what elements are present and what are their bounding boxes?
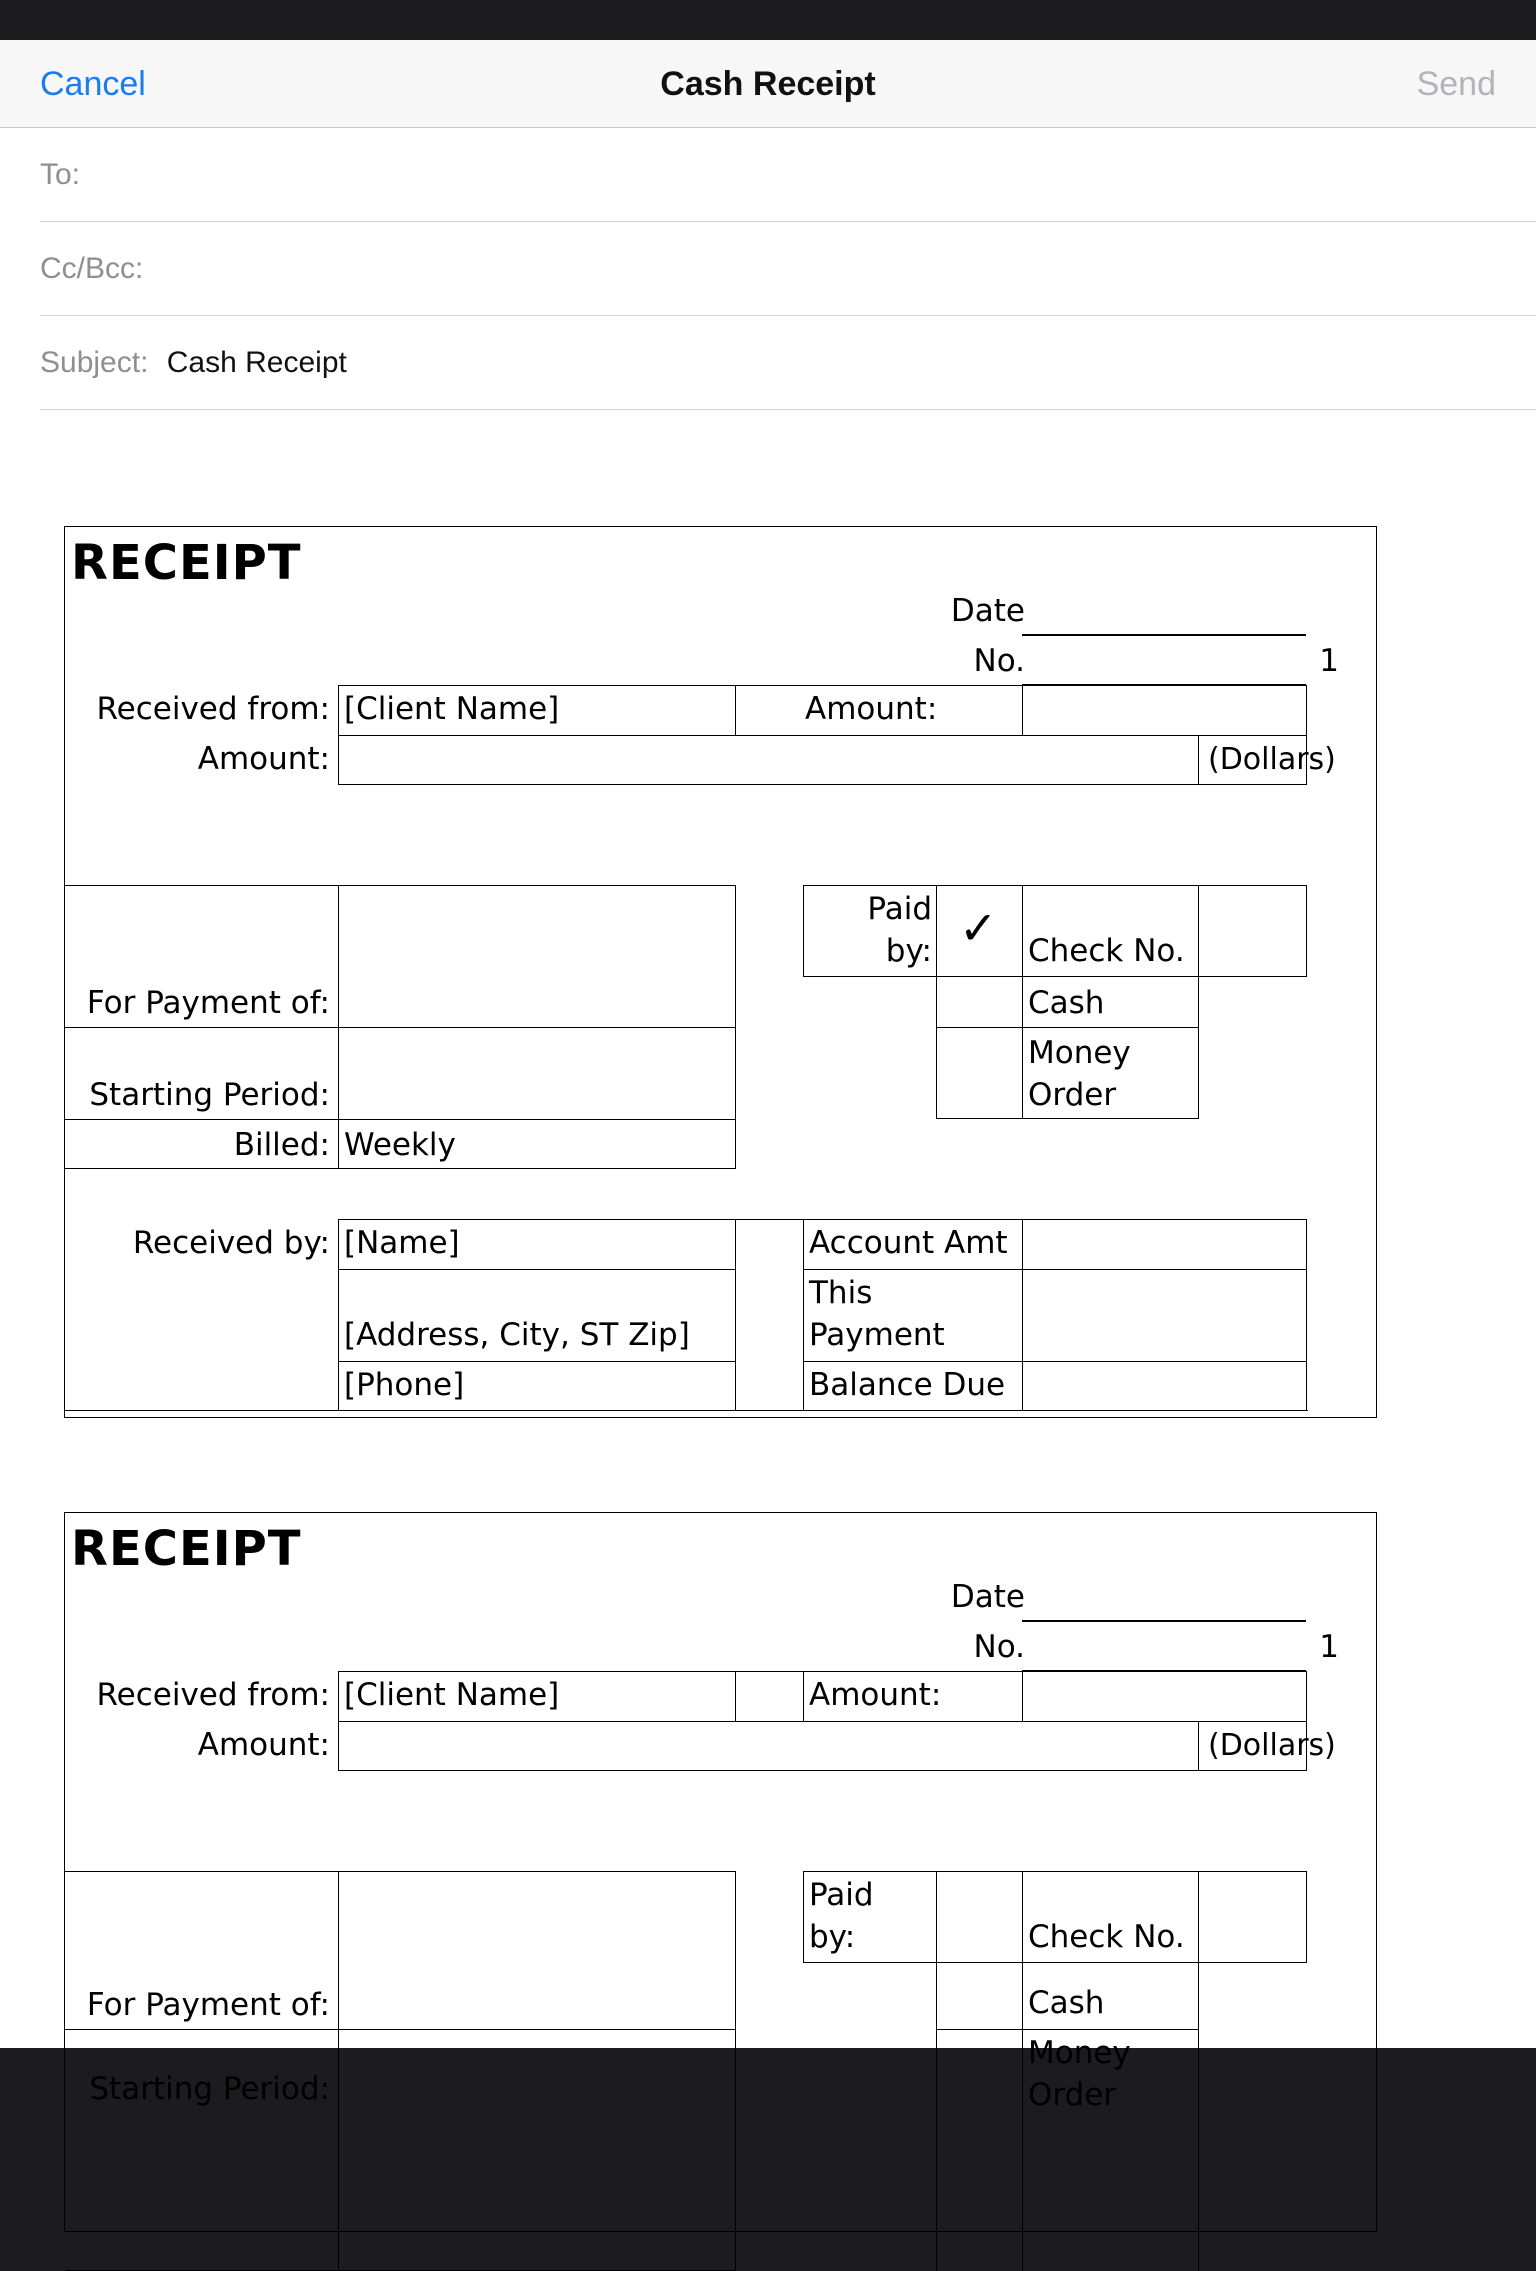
for-payment-label: For Payment of: <box>86 985 330 1021</box>
balance-due-label: Balance Due <box>809 1367 1006 1403</box>
order-label: Order <box>1028 1077 1117 1113</box>
by-label: by: <box>885 933 932 969</box>
starting-period-label: Starting Period: <box>89 2071 330 2107</box>
receipt-title: RECEIPT <box>71 535 302 591</box>
to-input[interactable] <box>90 150 1516 200</box>
cc-bcc-label: Cc/Bcc: <box>40 252 144 285</box>
receipt-form <box>64 526 1377 1418</box>
no-label: No. <box>973 1629 1025 1665</box>
grid-line <box>1022 1219 1023 1411</box>
grid-line <box>1022 1871 1023 2271</box>
grid-line <box>936 2029 1199 2030</box>
receipt-title: RECEIPT <box>71 1521 302 1577</box>
grid-line <box>65 1027 736 1028</box>
date-underline[interactable] <box>1022 1620 1306 1622</box>
grid-line <box>1198 1721 1199 1771</box>
this-label: This <box>809 1275 873 1311</box>
cc-bcc-field-row[interactable] <box>40 222 1536 316</box>
grid-line <box>735 685 736 735</box>
billed-label: Billed: <box>233 1127 330 1163</box>
for-payment-label: For Payment of: <box>86 1987 330 2023</box>
receipt-number: 1 <box>1319 1629 1339 1665</box>
grid-line <box>338 1871 339 2271</box>
grid-line <box>1022 1671 1023 1721</box>
subject-field-row[interactable] <box>40 316 1536 410</box>
receipt-form-2 <box>64 1512 1377 2232</box>
money-label: Money <box>1028 2035 1131 2071</box>
billed-value[interactable]: Weekly <box>344 1127 456 1163</box>
receipt-number: 1 <box>1319 643 1339 679</box>
amount-label: Amount: <box>197 741 330 777</box>
grid-line <box>803 1671 804 1721</box>
date-label: Date <box>950 593 1025 629</box>
to-label: To: <box>40 158 81 191</box>
grid-line <box>338 1269 736 1270</box>
received-from-label: Received from: <box>96 691 330 727</box>
grid-line <box>65 1119 736 1120</box>
compose-nav-bar <box>0 40 1536 128</box>
check-no-label: Check No. <box>1028 933 1185 969</box>
grid-line <box>735 1219 736 1411</box>
amount-label: Amount: <box>197 1727 330 1763</box>
payment-label: Payment <box>809 1317 945 1353</box>
grid-line <box>338 735 1307 736</box>
grid-line <box>1198 735 1199 785</box>
grid-line <box>1198 885 1199 977</box>
compose-title: Cash Receipt <box>660 65 876 103</box>
phone-value[interactable]: [Phone] <box>344 1367 465 1403</box>
dollars-label: (Dollars) <box>1208 1728 1336 1763</box>
subject-label: Subject: <box>40 346 149 379</box>
client-name[interactable]: [Client Name] <box>344 1677 560 1713</box>
checkmark-icon[interactable]: ✓ <box>959 901 998 955</box>
grid-line <box>735 1671 736 1721</box>
to-field-row[interactable] <box>40 128 1536 222</box>
paid-label: Paid <box>867 891 932 927</box>
amount-label-right: Amount: <box>805 691 938 727</box>
date-label: Date <box>950 1579 1025 1615</box>
client-name[interactable]: [Client Name] <box>344 691 560 727</box>
no-label: No. <box>973 643 1025 679</box>
check-no-label: Check No. <box>1028 1919 1185 1955</box>
grid-line <box>936 1871 937 2271</box>
grid-line <box>338 1361 736 1362</box>
by-label: by: <box>809 1919 856 1955</box>
money-label: Money <box>1028 1035 1131 1071</box>
dollars-label: (Dollars) <box>1208 742 1336 777</box>
cc-bcc-input[interactable] <box>155 244 1516 294</box>
paid-label: Paid <box>809 1877 874 1913</box>
cash-label: Cash <box>1028 985 1105 1021</box>
grid-line <box>338 1721 1307 1722</box>
grid-line <box>803 1361 1307 1362</box>
starting-period-label: Starting Period: <box>89 1077 330 1113</box>
date-underline[interactable] <box>1022 634 1306 636</box>
cash-label: Cash <box>1028 1985 1105 2021</box>
amount-label-right: Amount: <box>809 1677 942 1713</box>
account-amt-label: Account Amt <box>809 1225 1008 1261</box>
order-label: Order <box>1028 2077 1117 2113</box>
mail-compose-sheet <box>0 40 1536 2113</box>
grid-line <box>1198 1871 1199 2271</box>
grid-line <box>803 1269 1307 1270</box>
subject-value[interactable]: Cash Receipt <box>166 346 347 379</box>
cancel-button[interactable]: Cancel <box>40 65 146 103</box>
grid-line <box>65 2029 736 2030</box>
address-value[interactable]: [Address, City, ST Zip] <box>344 1317 690 1353</box>
send-button[interactable]: Send <box>1416 65 1496 103</box>
received-by-label: Received by: <box>132 1225 330 1261</box>
name-value[interactable]: [Name] <box>344 1225 460 1261</box>
grid-line <box>803 1219 804 1411</box>
received-from-label: Received from: <box>96 1677 330 1713</box>
grid-line <box>1022 685 1023 735</box>
